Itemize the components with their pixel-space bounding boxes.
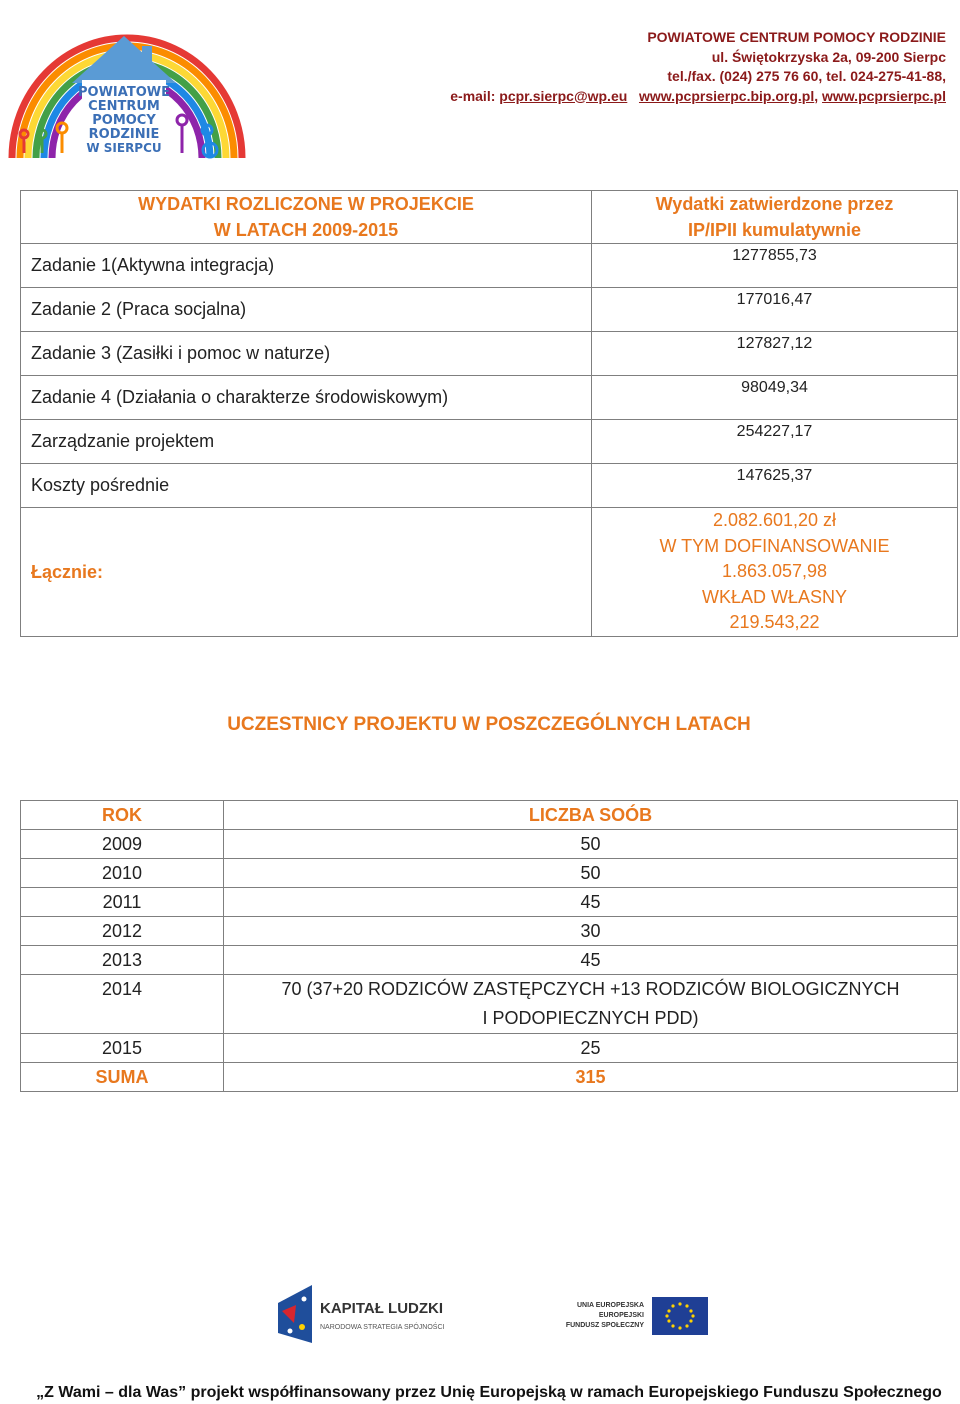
table-row: [21, 975, 958, 1034]
own-contribution-label: WKŁAD WŁASNY: [701, 586, 848, 607]
expense-value: 147625,37: [592, 464, 958, 508]
table-row: [21, 288, 958, 332]
expenses-table: [20, 190, 958, 637]
table-row: [21, 244, 958, 288]
participants-header-row: [21, 801, 958, 830]
total-label: Łącznie:: [21, 508, 592, 637]
logo-text-5: W SIERPCU: [86, 141, 162, 155]
expense-value: 98049,34: [592, 376, 958, 420]
expense-value: 177016,47: [592, 288, 958, 332]
count-cell: 50: [224, 830, 958, 859]
org-address: ul. Świętokrzyska 2a, 09-200 Sierpc: [711, 48, 946, 65]
table-row: [21, 420, 958, 464]
cofinancing-label: W TYM DOFINANSOWANIE: [659, 535, 890, 556]
bip-link[interactable]: www.pcprsierpc.bip.org.pl: [638, 87, 815, 104]
column-header-count: LICZBA SOÓB: [224, 801, 958, 830]
expense-label: Zadanie 3 (Zasiłki i pomoc w naturze): [21, 332, 592, 376]
expense-label: Zarządzanie projektem: [21, 420, 592, 464]
organization-header: [450, 28, 946, 106]
year-cell: 2013: [21, 946, 224, 975]
participants-table: [20, 800, 958, 1092]
kl-title: KAPITAŁ LUDZKI: [320, 1300, 444, 1317]
total-values: [592, 508, 958, 637]
expense-value: 127827,12: [592, 332, 958, 376]
count-cell: [224, 975, 958, 1034]
kapital-ludzki-logo: [272, 1283, 472, 1349]
expenses-header-right-line2: IP/IPII kumulatywnie: [687, 220, 862, 240]
table-row: [21, 464, 958, 508]
expense-label: Zadanie 1(Aktywna integracja): [21, 244, 592, 288]
count-line-1: 70 (37+20 RODZICÓW ZASTĘPCZYCH +13 RODZICÓW BIOLOGICZNYCH: [281, 979, 900, 999]
org-name: POWIATOWE CENTRUM POMOCY RODZINIE: [647, 29, 946, 45]
org-phone: tel./fax. (024) 275 76 60, tel. 024-275-41-88,: [667, 68, 946, 84]
expenses-total-row: [21, 508, 958, 637]
expenses-header-left-line2: W LATACH 2009-2015: [213, 220, 399, 240]
table-row: [21, 1034, 958, 1063]
year-cell: 2009: [21, 830, 224, 859]
total-amount: 2.082.601,20 zł: [712, 510, 837, 531]
expenses-header-left: [21, 191, 592, 244]
participants-title: UCZESTNICY PROJEKTU W POSZCZEGÓLNYCH LATACH: [227, 714, 751, 735]
table-row: [21, 332, 958, 376]
logo-text-1: POWIATOWE: [78, 85, 170, 100]
year-cell: 2014: [21, 975, 224, 1034]
logo-text-4: RODZINIE: [88, 127, 160, 142]
cofinancing-amount: 1.863.057,98: [721, 561, 828, 582]
table-row: [21, 888, 958, 917]
count-cell: 50: [224, 859, 958, 888]
eu-line-2: EUROPEJSKI: [598, 1312, 644, 1319]
link-separator: ,: [814, 87, 819, 104]
table-row: [21, 917, 958, 946]
count-cell: 45: [224, 888, 958, 917]
eu-efs-logo: [562, 1295, 712, 1339]
table-row: [21, 830, 958, 859]
sum-label: SUMA: [21, 1063, 224, 1092]
email-link[interactable]: pcpr.sierpc@wp.eu: [499, 87, 628, 104]
count-cell: 25: [224, 1034, 958, 1063]
expense-label: Zadanie 4 (Działania o charakterze środowiskowym): [21, 376, 592, 420]
eu-line-1: UNIA EUROPEJSKA: [576, 1302, 644, 1309]
year-cell: 2015: [21, 1034, 224, 1063]
expenses-header-left-line1: WYDATKI ROZLICZONE W PROJEKCIE: [138, 194, 474, 214]
footer-text: „Z Wami – dla Was” projekt współfinansowany przez Unię Europejską w ramach Europejskiego Funduszu Społecznego: [36, 1384, 942, 1401]
count-cell: 45: [224, 946, 958, 975]
expenses-header-right: [592, 191, 958, 244]
own-contribution-amount: 219.543,22: [729, 612, 820, 633]
kl-subtitle: NARODOWA STRATEGIA SPÓJNOŚCI: [320, 1324, 445, 1331]
sum-row: [21, 1063, 958, 1092]
count-cell: 30: [224, 917, 958, 946]
email-label: e-mail:: [450, 87, 496, 104]
logo-text-3: POMOCY: [92, 113, 156, 128]
year-cell: 2010: [21, 859, 224, 888]
expense-value: 254227,17: [592, 420, 958, 464]
year-cell: 2011: [21, 888, 224, 917]
table-row: [21, 859, 958, 888]
expenses-header-right-line1: Wydatki zatwierdzone przez: [655, 194, 894, 214]
column-header-year: ROK: [21, 801, 224, 830]
table-row: [21, 946, 958, 975]
logo-text-2: CENTRUM: [88, 99, 160, 114]
eu-line-3: FUNDUSZ SPOŁECZNY: [565, 1322, 644, 1329]
expenses-header-row: [21, 191, 958, 244]
year-cell: 2012: [21, 917, 224, 946]
count-line-2: I PODOPIECZNYCH PDD): [482, 1008, 699, 1028]
expense-label: Zadanie 2 (Praca socjalna): [21, 288, 592, 332]
expense-label: Koszty pośrednie: [21, 464, 592, 508]
table-row: [21, 376, 958, 420]
org-contacts: [450, 87, 946, 107]
pcpr-logo: [2, 8, 252, 168]
sum-value: 315: [224, 1063, 958, 1092]
expense-value: 1277855,73: [592, 244, 958, 288]
website-link[interactable]: www.pcprsierpc.pl: [822, 87, 946, 104]
